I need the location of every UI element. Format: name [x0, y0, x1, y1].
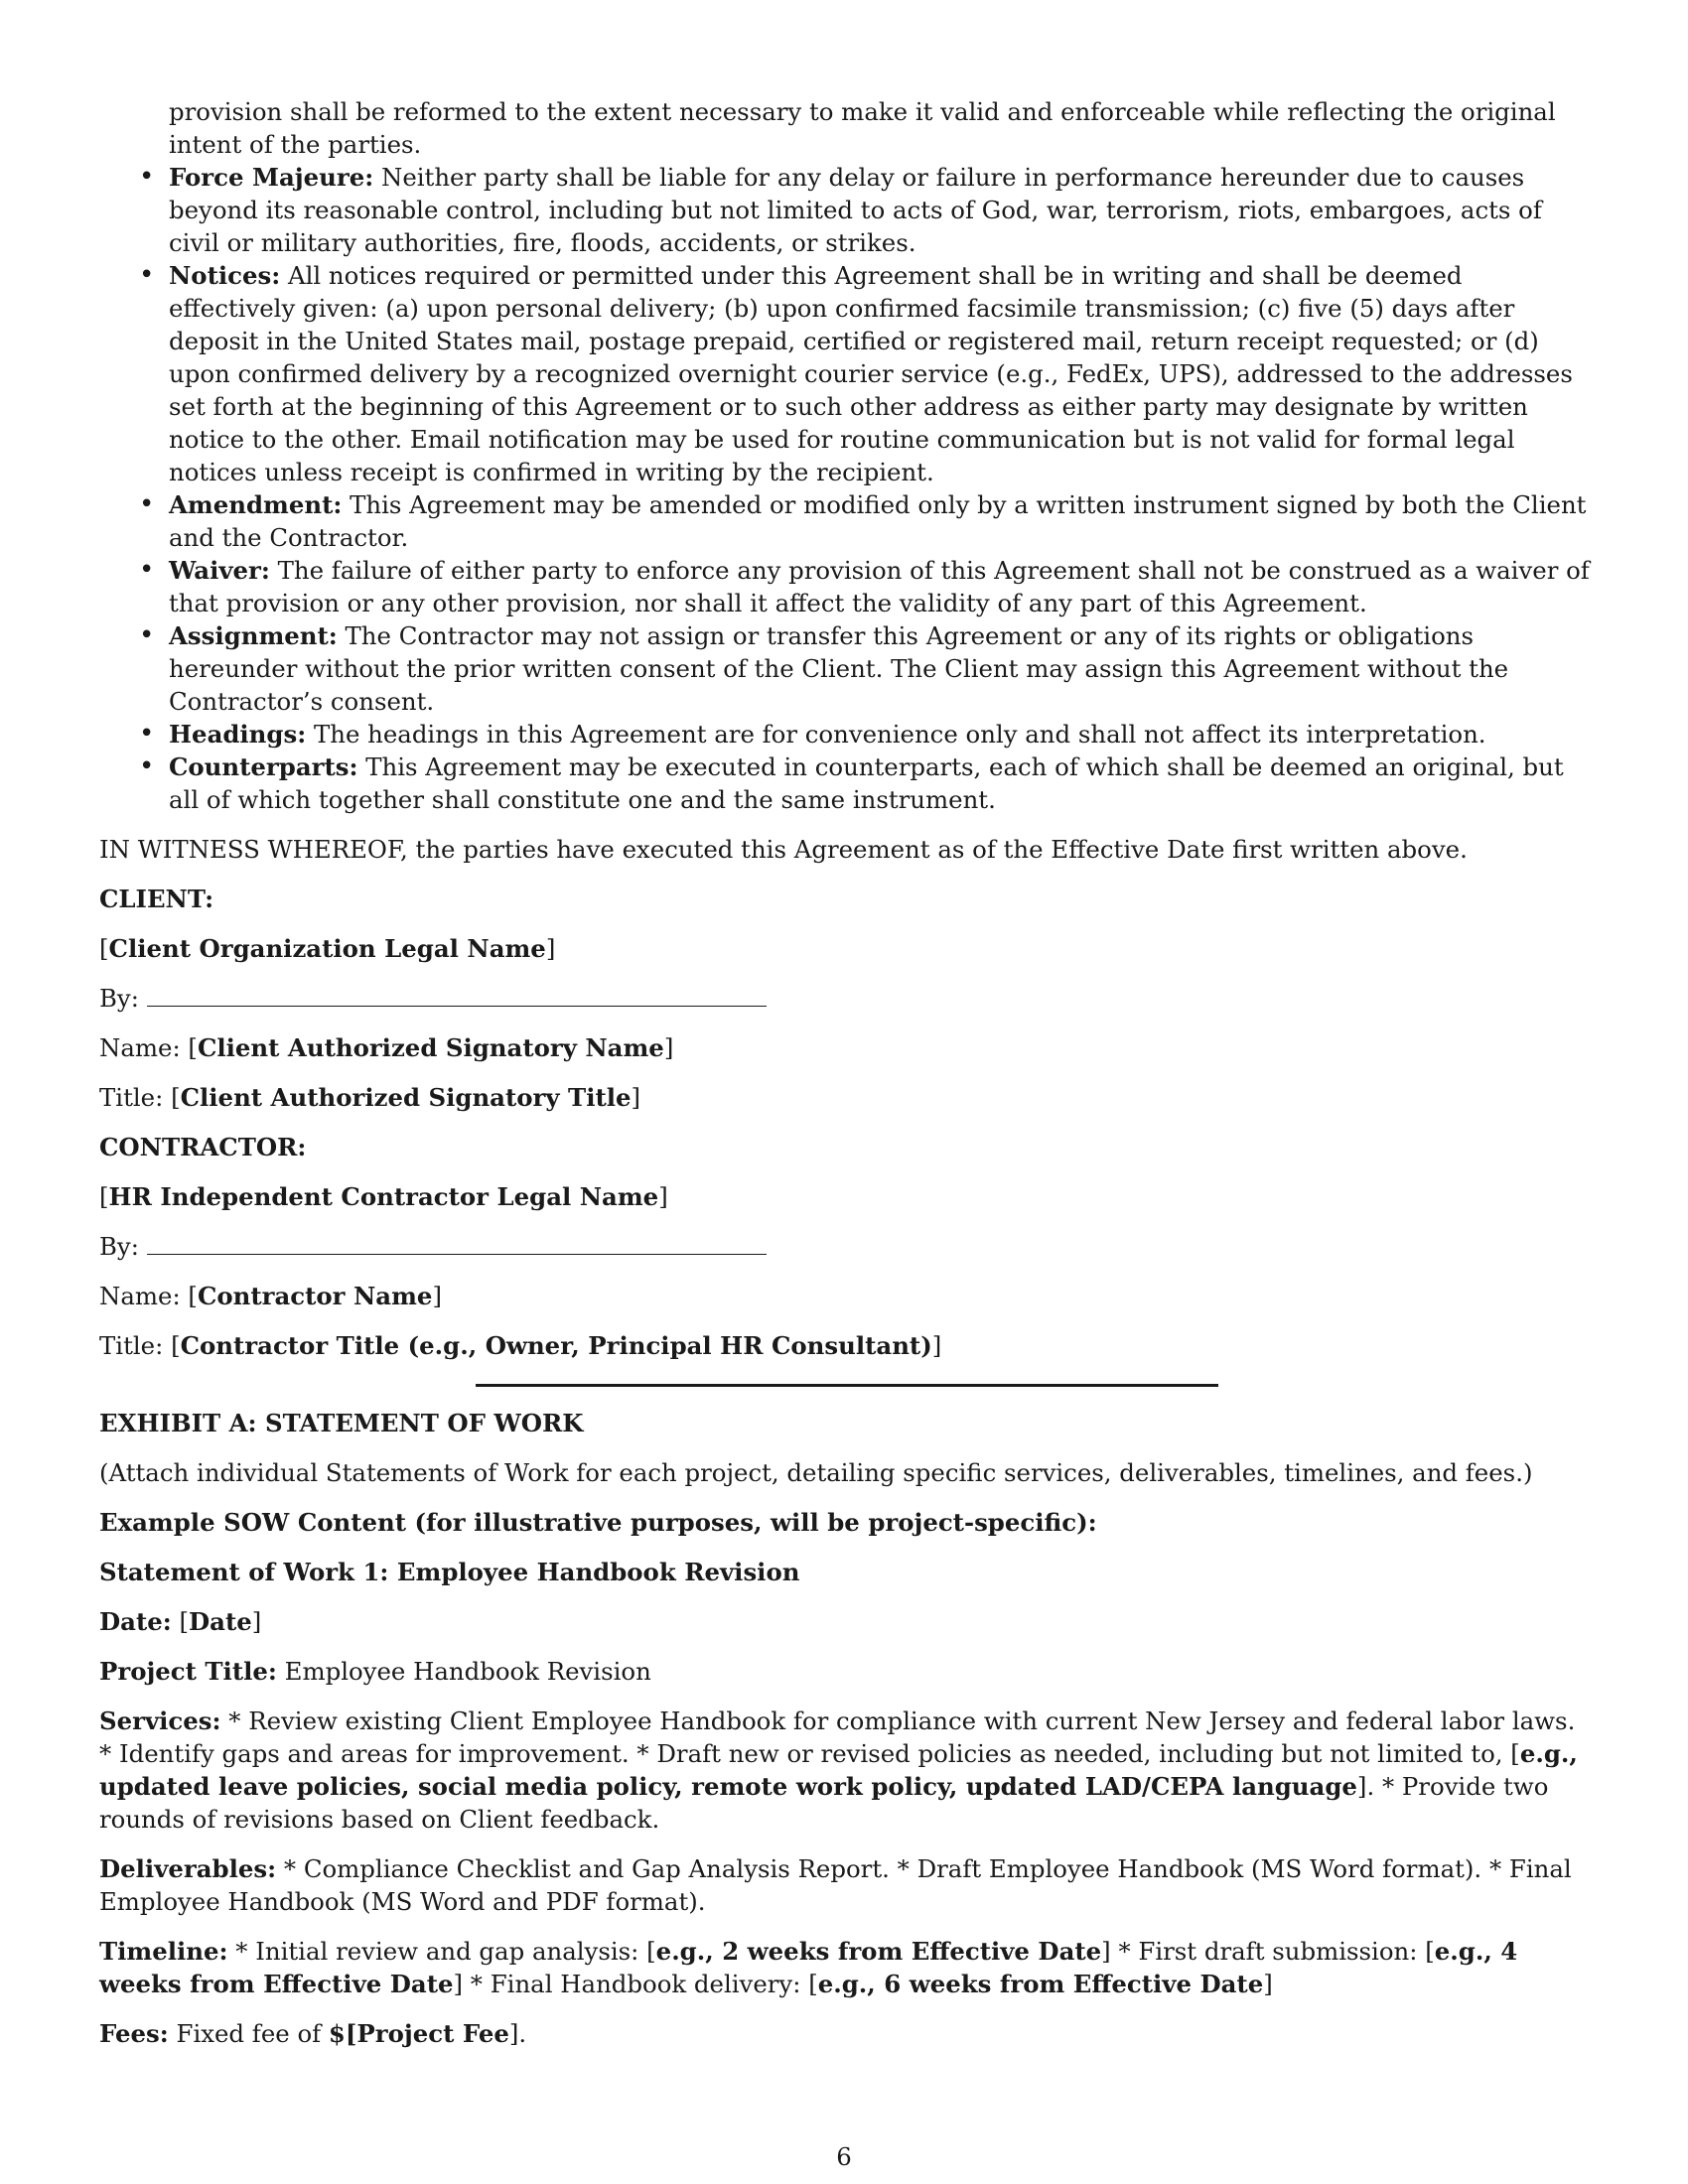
- sow-fees-label: Fees:: [99, 2019, 169, 2048]
- client-by-label: By:: [99, 984, 139, 1013]
- sow-fees: [99, 2017, 1595, 2050]
- sow-deliverables-label: Deliverables:: [99, 1854, 277, 1883]
- clause-term: Notices:: [169, 261, 281, 290]
- contractor-title-label: Title:: [99, 1331, 164, 1360]
- sow-date-value: Date: [189, 1607, 252, 1636]
- clause-text: The headings in this Agreement are for convenience only and shall not affect its interpretation.: [306, 720, 1486, 749]
- client-org-name: [Client Organization Legal Name]: [99, 934, 556, 963]
- exhibit-note: (Attach individual Statements of Work for each project, detailing specific services, deliverables, timelines, and fees.): [99, 1458, 1533, 1487]
- clause-term: Waiver:: [169, 556, 270, 585]
- page-number: 6: [836, 2142, 852, 2171]
- clause-term: Force Majeure:: [169, 163, 374, 192]
- timeline-step-1: * Initial review and gap analysis:: [227, 1937, 647, 1966]
- contractor-title-value: Contractor Title (e.g., Owner, Principal HR Consultant): [180, 1331, 932, 1360]
- client-signature-field[interactable]: [147, 986, 767, 1007]
- sow-services-label: Services:: [99, 1706, 221, 1735]
- client-name-value: Client Authorized Signatory Name: [197, 1033, 664, 1062]
- example-heading: Example SOW Content (for illustrative purposes, will be project-specific):: [99, 1508, 1097, 1537]
- sow-deliverables: [99, 1852, 1595, 1918]
- contractor-heading: CONTRACTOR:: [99, 1133, 307, 1161]
- timeline-step-3: * Final Handbook delivery:: [463, 1970, 809, 1998]
- contractor-name-value: Contractor Name: [197, 1282, 433, 1310]
- clause-term: Headings:: [169, 720, 307, 749]
- client-heading: CLIENT:: [99, 885, 214, 913]
- exhibit-heading: EXHIBIT A: STATEMENT OF WORK: [99, 1409, 584, 1437]
- contractor-signature-line: [99, 1230, 1595, 1263]
- clause-term: Amendment:: [169, 490, 343, 519]
- clause-assignment: [99, 619, 1595, 718]
- clause-headings: [99, 718, 1595, 751]
- contractor-title-row: Title: [Contractor Title (e.g., Owner, Principal HR Consultant)]: [99, 1331, 942, 1360]
- clause-force-majeure: [99, 161, 1595, 259]
- contractor-signature-field[interactable]: [147, 1234, 767, 1255]
- clause-text: Neither party shall be liable for any delay or failure in performance hereunder due to causes beyond its reasonable control, including but not limited to acts of God, war, terrorism, riots, embargoes, acts of civil or military authorities, fire, floods, accidents, or strikes.: [169, 163, 1542, 257]
- sow-services-examples: e.g., updated leave policies, social media policy, remote work policy, updated LAD/CEPA language: [99, 1739, 1578, 1801]
- sow-fees-end: ].: [508, 2019, 527, 2048]
- sow-services: Services: * Review existing Client Employee Handbook for compliance with current New Jersey and federal labor laws. * Identify gaps and areas for improvement. * Draft new or revised policies as needed, including but not limited to, [e.g., updated leave policies, social media policy, remote work policy, updated LAD/CEPA language]. * Provide two rounds of revisions based on Client feedback.: [99, 1706, 1578, 1834]
- clause-text: This Agreement may be amended or modified only by a written instrument signed by both the Client and the Contractor.: [169, 490, 1587, 552]
- intro-continuation: provision shall be reformed to the extent necessary to make it valid and enforceable while reflecting the original intent of the parties.: [169, 97, 1556, 159]
- contractor-name-label: Name:: [99, 1282, 181, 1310]
- clause-text: The failure of either party to enforce any provision of this Agreement shall not be construed as a waiver of that provision or any other provision, nor shall it affect the validity of any part of this Agreement.: [169, 556, 1590, 617]
- client-title-row: Title: [Client Authorized Signatory Title]: [99, 1083, 641, 1112]
- sow-fees-value: $[Project Fee: [328, 2019, 509, 2048]
- clause-text: The Contractor may not assign or transfer this Agreement or any of its rights or obligations hereunder without the prior written consent of the Client. The Client may assign this Agreement without the Contractor’s consent.: [169, 621, 1509, 716]
- sow-title: Statement of Work 1: Employee Handbook Revision: [99, 1558, 800, 1586]
- sow-timeline-label: Timeline:: [99, 1937, 228, 1966]
- sow-fees-text: Fixed fee of: [168, 2019, 329, 2048]
- contractor-by-label: By:: [99, 1232, 139, 1261]
- clause-counterparts: [99, 751, 1595, 816]
- clause-term: Assignment:: [169, 621, 338, 650]
- timeline-step-2: * First draft submission:: [1110, 1937, 1426, 1966]
- clause-notices: [99, 259, 1595, 488]
- sow-timeline: Timeline: * Initial review and gap analysis: [e.g., 2 weeks from Effective Date] * First draft submission: [e.g., 4 weeks from Effective Date] * Final Handbook delivery: [e.g., 6 weeks from Effective Date]: [99, 1937, 1518, 1998]
- timeline-step-1-value: e.g., 2 weeks from Effective Date: [655, 1937, 1102, 1966]
- client-name-row: Name: [Client Authorized Signatory Name]: [99, 1033, 674, 1062]
- client-signature-line: [99, 982, 1595, 1015]
- sow-date-row: Date: [Date]: [99, 1607, 262, 1636]
- client-name-label: Name:: [99, 1033, 181, 1062]
- contractor-name-row: Name: [Contractor Name]: [99, 1282, 442, 1310]
- clause-text: This Agreement may be executed in counterparts, each of which shall be deemed an original, but all of which together shall constitute one and the same instrument.: [169, 752, 1564, 814]
- sow-project-row: [99, 1655, 1595, 1688]
- contractor-org-name: [HR Independent Contractor Legal Name]: [99, 1182, 668, 1211]
- timeline-step-3-value: e.g., 6 weeks from Effective Date: [817, 1970, 1264, 1998]
- clause-term: Counterparts:: [169, 752, 358, 781]
- witness-statement: IN WITNESS WHEREOF, the parties have executed this Agreement as of the Effective Date first written above.: [99, 835, 1468, 864]
- sow-project-value: Employee Handbook Revision: [276, 1657, 651, 1686]
- section-divider: [476, 1384, 1218, 1387]
- document-page: [99, 95, 1595, 2050]
- clause-amendment: [99, 488, 1595, 554]
- client-title-label: Title:: [99, 1083, 164, 1112]
- clause-text: All notices required or permitted under this Agreement shall be in writing and shall be deemed effectively given: (a) upon personal delivery; (b) upon confirmed facsimile transmission; (c) five (5) days after deposit in the United States mail, postage prepaid, certified or registered mail, return receipt requested; or (d) upon confirmed delivery by a recognized overnight courier service (e.g., FedEx, UPS), addressed to the addresses set forth at the beginning of this Agreement or to such other address as either party may designate by written notice to the other. Email notification may be used for routine communication but is not valid for formal legal notices unless receipt is confirmed in writing by the recipient.: [169, 261, 1573, 486]
- sow-services-text-end: . * Provide two rounds of revisions based on Client feedback.: [99, 1772, 1549, 1834]
- clause-waiver: [99, 554, 1595, 619]
- sow-project-label: Project Title:: [99, 1657, 277, 1686]
- clause-list: [99, 161, 1595, 816]
- sow-date-label: Date:: [99, 1607, 172, 1636]
- contractor-org-name-value: HR Independent Contractor Legal Name: [108, 1182, 659, 1211]
- sow-services-text: * Review existing Client Employee Handbook for compliance with current New Jersey and federal labor laws. * Identify gaps and areas for improvement. * Draft new or revised policies as needed, including but not limited to,: [99, 1706, 1576, 1768]
- client-title-value: Client Authorized Signatory Title: [180, 1083, 632, 1112]
- sow-deliverables-text: * Compliance Checklist and Gap Analysis Report. * Draft Employee Handbook (MS Word format). * Final Employee Handbook (MS Word and PDF format).: [99, 1854, 1572, 1916]
- client-org-name-value: Client Organization Legal Name: [108, 934, 546, 963]
- timeline-step-2-value: e.g., 4 weeks from Effective Date: [99, 1937, 1518, 1998]
